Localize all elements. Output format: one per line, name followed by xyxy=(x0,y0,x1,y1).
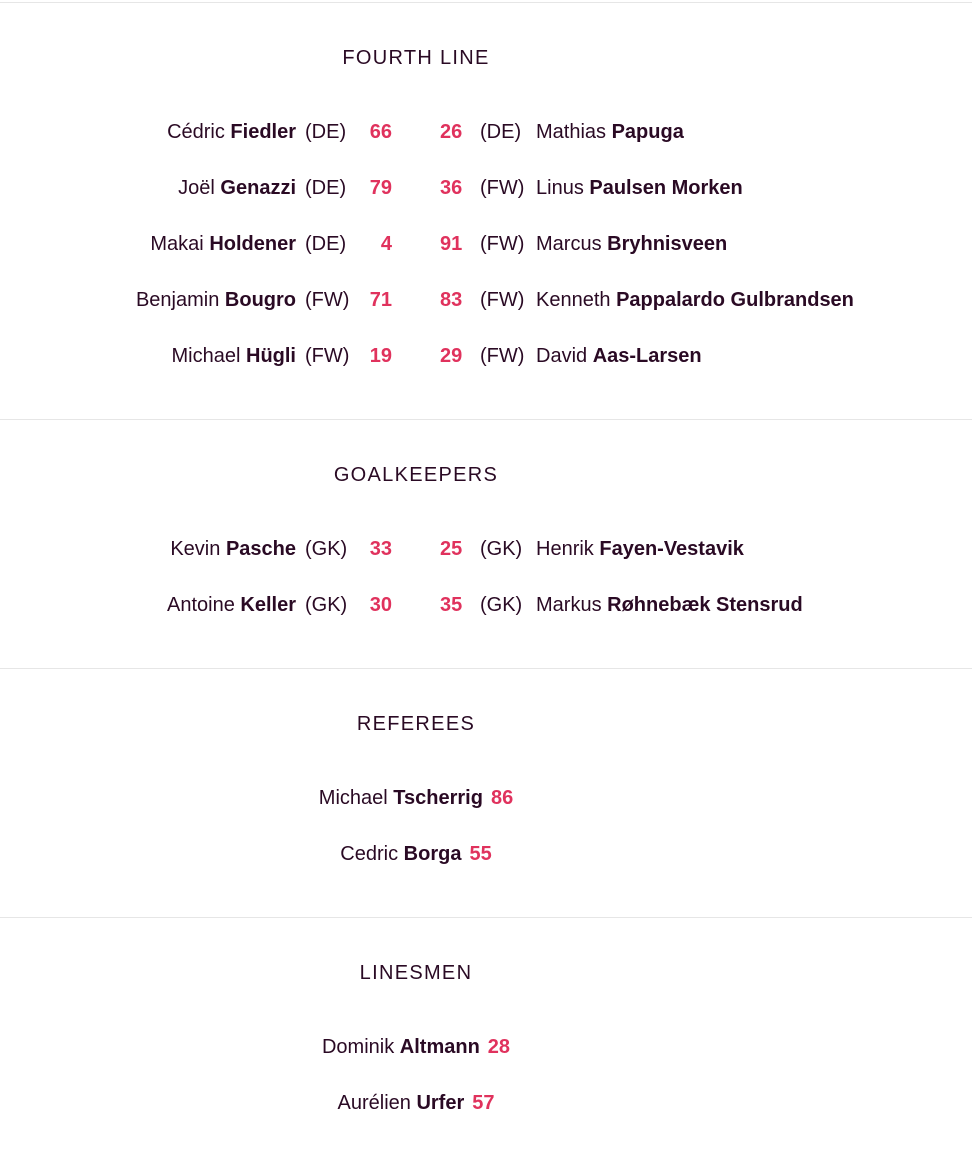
home-player-name[interactable]: Cédric Fiedler xyxy=(167,121,296,143)
away-player-name[interactable]: Henrik Fayen-Vestavik xyxy=(536,538,744,560)
section-divider xyxy=(0,668,972,669)
away-player-number: 29 xyxy=(440,345,463,367)
away-player-position: (GK) xyxy=(480,538,523,560)
away-player-number: 25 xyxy=(440,538,463,560)
home-player-position: (FW) xyxy=(305,289,350,311)
section-title: FOURTH LINE xyxy=(342,47,490,69)
away-player-position: (FW) xyxy=(480,233,525,255)
away-player-name[interactable]: Markus Røhnebæk Stensrud xyxy=(536,594,803,616)
home-player-number: 4 xyxy=(380,233,392,255)
home-player-number: 30 xyxy=(369,594,392,616)
home-player-name[interactable]: Makai Holdener xyxy=(150,233,296,255)
home-player-position: (GK) xyxy=(305,538,348,560)
linesman-number: 57 xyxy=(472,1092,495,1114)
away-player-name[interactable]: Linus Paulsen Morken xyxy=(536,177,743,199)
section-divider xyxy=(0,917,972,918)
away-player-name[interactable]: Kenneth Pappalardo Gulbrandsen xyxy=(536,289,854,311)
away-player-position: (DE) xyxy=(480,121,522,143)
referee-row xyxy=(0,840,832,868)
home-player-position: (DE) xyxy=(305,177,347,199)
referee-name[interactable]: Michael Tscherrig xyxy=(318,787,483,809)
lineup-row xyxy=(0,535,972,563)
home-player-position: (FW) xyxy=(305,345,350,367)
lineup-row xyxy=(0,342,972,370)
home-player-number: 19 xyxy=(369,345,392,367)
home-player-name[interactable]: Kevin Pasche xyxy=(170,538,296,560)
lineup-row xyxy=(0,174,972,202)
referee-number: 55 xyxy=(469,843,492,865)
top-divider xyxy=(0,2,972,3)
home-player-number: 66 xyxy=(369,121,392,143)
away-player-number: 35 xyxy=(440,594,463,616)
lineup-row xyxy=(0,591,972,619)
home-player-name[interactable]: Antoine Keller xyxy=(167,594,296,616)
linesman-row xyxy=(0,1089,832,1117)
away-player-number: 83 xyxy=(440,289,463,311)
lineup-row xyxy=(0,286,972,314)
away-player-name[interactable]: David Aas-Larsen xyxy=(536,345,702,367)
away-player-position: (FW) xyxy=(480,345,525,367)
referee-name[interactable]: Cedric Borga xyxy=(340,843,462,865)
away-player-name[interactable]: Marcus Bryhnisveen xyxy=(536,233,728,255)
section-title: LINESMEN xyxy=(359,962,473,984)
referee-row xyxy=(0,784,832,812)
section-title: GOALKEEPERS xyxy=(333,464,499,486)
home-player-position: (GK) xyxy=(305,594,348,616)
home-player-name[interactable]: Benjamin Bougro xyxy=(135,289,296,311)
away-player-number: 36 xyxy=(440,177,463,199)
home-player-number: 33 xyxy=(369,538,392,560)
home-player-position: (DE) xyxy=(305,121,347,143)
home-player-number: 71 xyxy=(369,289,392,311)
home-player-number: 79 xyxy=(369,177,392,199)
away-player-number: 91 xyxy=(440,233,463,255)
home-player-name[interactable]: Joël Genazzi xyxy=(178,177,296,199)
away-player-position: (FW) xyxy=(480,177,525,199)
section-title: REFEREES xyxy=(356,713,476,735)
linesman-name[interactable]: Dominik Altmann xyxy=(321,1036,480,1058)
away-player-number: 26 xyxy=(440,121,463,143)
lineup-row xyxy=(0,118,972,146)
away-player-position: (GK) xyxy=(480,594,523,616)
referee-number: 86 xyxy=(490,787,514,809)
away-player-name[interactable]: Mathias Papuga xyxy=(536,121,684,143)
away-player-position: (FW) xyxy=(480,289,525,311)
linesman-name[interactable]: Aurélien Urfer xyxy=(337,1092,465,1114)
linesman-row xyxy=(0,1033,832,1061)
section-divider xyxy=(0,419,972,420)
home-player-position: (DE) xyxy=(305,233,347,255)
home-player-name[interactable]: Michael Hügli xyxy=(171,345,296,367)
lineup-row xyxy=(0,230,972,258)
linesman-number: 28 xyxy=(487,1036,511,1058)
